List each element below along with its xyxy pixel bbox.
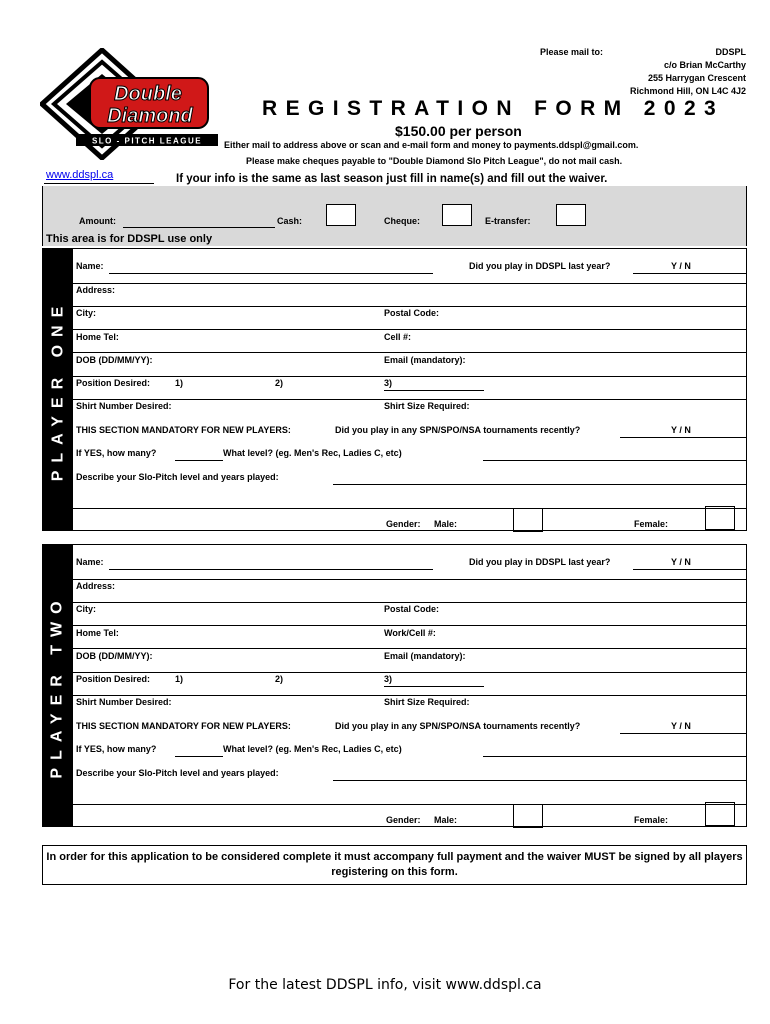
describe-label: Describe your Slo-Pitch level and years played: xyxy=(76,472,279,482)
office-use-caption: This area is for DDSPL use only xyxy=(46,233,213,245)
what-level-label: What level? (eg. Men's Rec, Ladies C, etc) xyxy=(223,448,402,458)
name-field[interactable] xyxy=(109,273,433,274)
cheque-instructions: Please make cheques payable to "Double Diamond Slo Pitch League", do not mail cash. xyxy=(246,156,623,166)
female-label: Female: xyxy=(634,519,669,529)
how-many-label: If YES, how many? xyxy=(76,448,157,458)
played-last-year-label: Did you play in DDSPL last year? xyxy=(469,557,611,567)
describe-label: Describe your Slo-Pitch level and years played: xyxy=(76,768,279,778)
position-label: Position Desired: xyxy=(76,378,151,388)
describe-field[interactable] xyxy=(333,484,746,485)
player-one-band-label: PLAYER ONE xyxy=(49,298,67,481)
played-last-year-yn[interactable]: Y / N xyxy=(671,261,691,271)
position-1: 1) xyxy=(175,378,184,388)
player-two-band-label: PLAYER TWO xyxy=(49,592,67,779)
position-3-line[interactable] xyxy=(384,390,484,391)
postal-code-label: Postal Code: xyxy=(384,604,440,614)
male-box[interactable] xyxy=(513,804,543,828)
tournaments-label: Did you play in any SPN/SPO/NSA tournaments recently? xyxy=(335,721,581,731)
home-tel-label: Home Tel: xyxy=(76,628,119,638)
male-label: Male: xyxy=(434,815,458,825)
mail-instructions: Either mail to address above or scan and e-mail form and money to payments.ddspl@gmail.com. xyxy=(224,140,639,150)
played-last-year-line xyxy=(633,273,746,274)
shirt-size-label: Shirt Size Required: xyxy=(384,401,470,411)
gender-label: Gender: xyxy=(386,519,421,529)
what-level-label: What level? (eg. Men's Rec, Ladies C, etc) xyxy=(223,744,402,754)
shirt-number-label: Shirt Number Desired: xyxy=(76,401,172,411)
tournaments-line xyxy=(620,437,746,438)
mail-address-line-2: 255 Harrygan Crescent xyxy=(647,73,746,83)
tournaments-yn[interactable]: Y / N xyxy=(671,721,691,731)
home-tel-label: Home Tel: xyxy=(76,332,119,342)
how-many-label: If YES, how many? xyxy=(76,744,157,754)
address-label: Address: xyxy=(76,581,116,591)
address-label: Address: xyxy=(76,285,116,295)
mandatory-label: THIS SECTION MANDATORY FOR NEW PLAYERS: xyxy=(76,721,291,731)
logo-tagline: SLO - PITCH LEAGUE xyxy=(91,136,203,146)
etransfer-label: E-transfer: xyxy=(485,216,531,226)
form-title: REGISTRATION FORM 2023 xyxy=(262,97,725,120)
logo-word-diamond: Diamond xyxy=(107,105,193,127)
website-underline xyxy=(44,183,154,184)
cash-label: Cash: xyxy=(277,216,303,226)
cheque-box[interactable] xyxy=(442,204,472,226)
name-label: Name: xyxy=(76,557,104,567)
city-label: City: xyxy=(76,308,96,318)
position-2: 2) xyxy=(275,674,284,684)
position-label: Position Desired: xyxy=(76,674,151,684)
email-label: Email (mandatory): xyxy=(384,355,466,365)
tournaments-label: Did you play in any SPN/SPO/NSA tournaments recently? xyxy=(335,425,581,435)
mailing-address-block xyxy=(540,46,746,98)
what-level-field[interactable] xyxy=(483,756,746,757)
played-last-year-label: Did you play in DDSPL last year? xyxy=(469,261,611,271)
shirt-number-label: Shirt Number Desired: xyxy=(76,697,172,707)
amount-line[interactable] xyxy=(123,227,275,228)
mail-address-line-1: c/o Brian McCarthy xyxy=(663,60,746,70)
shirt-size-label: Shirt Size Required: xyxy=(384,697,470,707)
played-last-year-line xyxy=(633,569,746,570)
amount-label: Amount: xyxy=(79,216,116,226)
office-use-area xyxy=(42,186,747,246)
etransfer-box[interactable] xyxy=(556,204,586,226)
how-many-field[interactable] xyxy=(175,460,223,461)
position-3-line[interactable] xyxy=(384,686,484,687)
work-cell-label: Work/Cell #: xyxy=(384,628,436,638)
cell-label: Cell #: xyxy=(384,332,412,342)
completion-requirements-note: In order for this application to be considered complete it must accompany full payment and the waiver MUST be signed by all players registering on this form. xyxy=(42,845,747,885)
tournaments-yn[interactable]: Y / N xyxy=(671,425,691,435)
male-label: Male: xyxy=(434,519,458,529)
position-1: 1) xyxy=(175,674,184,684)
mail-name: DDSPL xyxy=(715,47,746,57)
name-field[interactable] xyxy=(109,569,433,570)
double-diamond-logo xyxy=(40,48,220,160)
player-one-section xyxy=(42,248,747,531)
tournaments-line xyxy=(620,733,746,734)
postal-code-label: Postal Code: xyxy=(384,308,440,318)
position-2: 2) xyxy=(275,378,284,388)
female-box[interactable] xyxy=(705,506,735,530)
mandatory-label: THIS SECTION MANDATORY FOR NEW PLAYERS: xyxy=(76,425,291,435)
mail-label: Please mail to: xyxy=(540,47,604,57)
cheque-label: Cheque: xyxy=(384,216,420,226)
logo-word-double: Double xyxy=(114,83,182,105)
email-label: Email (mandatory): xyxy=(384,651,466,661)
what-level-field[interactable] xyxy=(483,460,746,461)
footer-info: For the latest DDSPL info, visit www.ddspl.ca xyxy=(228,977,542,993)
website-link[interactable]: www.ddspl.ca xyxy=(46,169,114,181)
name-label: Name: xyxy=(76,261,104,271)
female-box[interactable] xyxy=(705,802,735,826)
how-many-field[interactable] xyxy=(175,756,223,757)
male-box[interactable] xyxy=(513,508,543,532)
price: $150.00 per person xyxy=(395,123,522,139)
mail-address-line-3: Richmond Hill, ON L4C 4J2 xyxy=(629,86,746,96)
position-3: 3) xyxy=(384,378,393,388)
player-two-section xyxy=(42,544,747,827)
city-label: City: xyxy=(76,604,96,614)
played-last-year-yn[interactable]: Y / N xyxy=(671,557,691,567)
describe-field[interactable] xyxy=(333,780,746,781)
dob-label: DOB (DD/MM/YY): xyxy=(76,651,153,661)
dob-label: DOB (DD/MM/YY): xyxy=(76,355,153,365)
gender-label: Gender: xyxy=(386,815,421,825)
returning-players-note: If your info is the same as last season just fill in name(s) and fill out the waiver. xyxy=(176,173,608,185)
female-label: Female: xyxy=(634,815,669,825)
cash-box[interactable] xyxy=(326,204,356,226)
position-3: 3) xyxy=(384,674,393,684)
